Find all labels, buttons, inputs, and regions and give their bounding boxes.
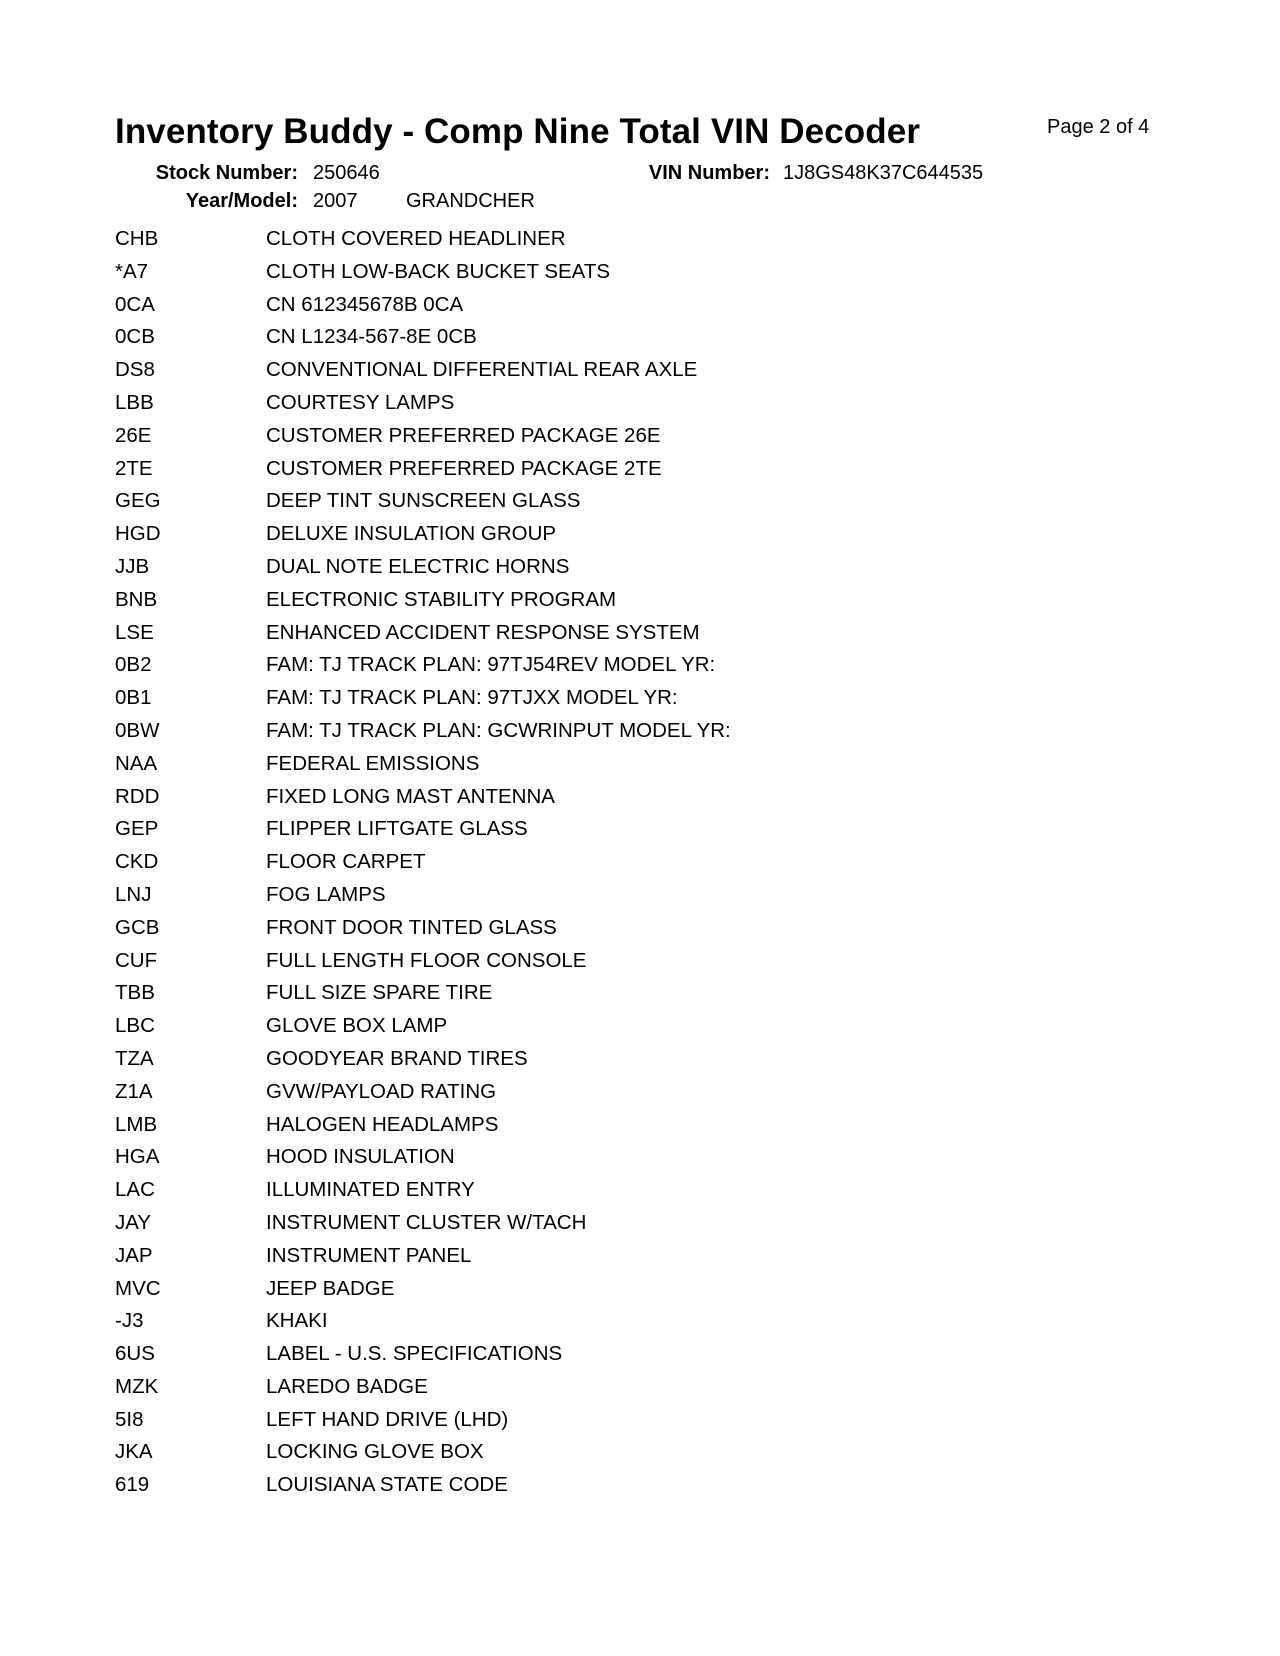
option-code: 0CA — [115, 292, 155, 316]
option-code: LMB — [115, 1112, 158, 1136]
option-code: DS8 — [115, 358, 155, 382]
list-item — [115, 719, 731, 752]
list-item — [115, 424, 731, 457]
option-description: FRONT DOOR TINTED GLASS — [266, 915, 557, 939]
option-description: LOCKING GLOVE BOX — [266, 1440, 484, 1464]
list-item — [115, 588, 731, 621]
option-description: FIXED LONG MAST ANTENNA — [266, 784, 555, 808]
option-description: INSTRUMENT CLUSTER W/TACH — [266, 1210, 587, 1234]
option-description: KHAKI — [266, 1309, 328, 1333]
option-description: FEDERAL EMISSIONS — [266, 751, 480, 775]
option-code: GCB — [115, 915, 160, 939]
list-item — [115, 325, 731, 358]
option-code: LNJ — [115, 882, 152, 906]
list-item — [115, 1014, 731, 1047]
option-code: RDD — [115, 784, 160, 808]
option-description: DUAL NOTE ELECTRIC HORNS — [266, 554, 570, 578]
list-item — [115, 227, 731, 260]
list-item — [115, 457, 731, 490]
list-item — [115, 653, 731, 686]
option-code: LAC — [115, 1178, 155, 1202]
option-description: DEEP TINT SUNSCREEN GLASS — [266, 489, 581, 513]
option-description: LOUISIANA STATE CODE — [266, 1473, 508, 1497]
list-item — [115, 1047, 731, 1080]
list-item — [115, 850, 731, 883]
list-item — [115, 555, 731, 588]
list-item — [115, 883, 731, 916]
option-code: MVC — [115, 1276, 161, 1300]
list-item — [115, 1342, 731, 1375]
option-description: GVW/PAYLOAD RATING — [266, 1079, 497, 1103]
option-code: 0B1 — [115, 686, 152, 710]
option-description: ILLUMINATED ENTRY — [266, 1178, 475, 1202]
list-item — [115, 949, 731, 982]
option-code: TZA — [115, 1046, 154, 1070]
option-description: FAM: TJ TRACK PLAN: GCWRINPUT MODEL YR: — [266, 718, 731, 742]
option-description: HALOGEN HEADLAMPS — [266, 1112, 499, 1136]
option-code: -J3 — [115, 1309, 144, 1333]
option-description: FAM: TJ TRACK PLAN: 97TJ54REV MODEL YR: — [266, 653, 716, 677]
option-description: CLOTH LOW-BACK BUCKET SEATS — [266, 259, 611, 283]
list-item — [115, 752, 731, 785]
vin-number-label: VIN Number: — [648, 162, 770, 184]
option-code: JAY — [115, 1210, 152, 1234]
option-description: LAREDO BADGE — [266, 1374, 428, 1398]
list-item — [115, 1277, 731, 1310]
option-code: GEP — [115, 817, 159, 841]
option-code: CKD — [115, 850, 159, 874]
list-item — [115, 1408, 731, 1441]
option-description: FLOOR CARPET — [266, 850, 426, 874]
option-code: JAP — [115, 1243, 153, 1267]
option-code: LBB — [115, 390, 154, 414]
list-item — [115, 1145, 731, 1178]
list-item — [115, 1211, 731, 1244]
option-code-list — [115, 227, 731, 1506]
option-description: CN L1234-567-8E 0CB — [266, 325, 477, 349]
option-description: DELUXE INSULATION GROUP — [266, 522, 557, 546]
option-code: CUF — [115, 948, 158, 972]
option-code: HGD — [115, 522, 161, 546]
option-description: COURTESY LAMPS — [266, 390, 455, 414]
option-code: CHB — [115, 227, 159, 250]
list-item — [115, 293, 731, 326]
option-description: FULL SIZE SPARE TIRE — [266, 981, 493, 1005]
page-indicator: Page 2 of 4 — [1047, 116, 1150, 138]
option-description: ENHANCED ACCIDENT RESPONSE SYSTEM — [266, 620, 700, 644]
option-description: CONVENTIONAL DIFFERENTIAL REAR AXLE — [266, 358, 698, 382]
option-code: 0CB — [115, 325, 155, 349]
option-code: 2TE — [115, 456, 153, 480]
option-code: TBB — [115, 981, 155, 1005]
option-description: CUSTOMER PREFERRED PACKAGE 2TE — [266, 456, 662, 480]
list-item — [115, 981, 731, 1014]
option-code: 6US — [115, 1342, 155, 1366]
option-description: FAM: TJ TRACK PLAN: 97TJXX MODEL YR: — [266, 686, 678, 710]
list-item — [115, 686, 731, 719]
list-item — [115, 621, 731, 654]
list-item — [115, 1178, 731, 1211]
list-item — [115, 1440, 731, 1473]
option-description: FULL LENGTH FLOOR CONSOLE — [266, 948, 587, 972]
list-item — [115, 1473, 731, 1506]
option-code: 5I8 — [115, 1407, 144, 1431]
option-description: GOODYEAR BRAND TIRES — [266, 1046, 528, 1070]
list-item — [115, 916, 731, 949]
option-description: JEEP BADGE — [266, 1276, 395, 1300]
list-item — [115, 785, 731, 818]
option-code: LSE — [115, 620, 154, 644]
option-code: LBC — [115, 1014, 155, 1038]
list-item — [115, 1375, 731, 1408]
option-description: ELECTRONIC STABILITY PROGRAM — [266, 587, 617, 611]
option-description: GLOVE BOX LAMP — [266, 1014, 448, 1038]
option-code: 619 — [115, 1473, 150, 1497]
option-code: MZK — [115, 1374, 159, 1398]
year-model-label: Year/Model: — [185, 190, 298, 212]
option-description: FLIPPER LIFTGATE GLASS — [266, 817, 528, 841]
option-code: HGA — [115, 1145, 160, 1169]
stock-number-label: Stock Number: — [155, 162, 298, 184]
list-item — [115, 489, 731, 522]
option-code: *A7 — [115, 259, 149, 283]
option-code: JJB — [115, 554, 150, 578]
page-title: Inventory Buddy - Comp Nine Total VIN Decoder — [115, 112, 921, 151]
option-code: NAA — [115, 751, 158, 775]
stock-number-value: 250646 — [313, 162, 380, 184]
option-code: Z1A — [115, 1079, 153, 1103]
year-value: 2007 — [313, 190, 358, 212]
list-item — [115, 522, 731, 555]
option-code: 0BW — [115, 718, 160, 742]
option-description: CN 612345678B 0CA — [266, 292, 464, 316]
list-item — [115, 1113, 731, 1146]
option-description: CLOTH COVERED HEADLINER — [266, 227, 566, 250]
option-description: FOG LAMPS — [266, 882, 386, 906]
option-description: HOOD INSULATION — [266, 1145, 455, 1169]
option-description: LEFT HAND DRIVE (LHD) — [266, 1407, 509, 1431]
list-item — [115, 817, 731, 850]
list-item — [115, 260, 731, 293]
vin-number-value: 1J8GS48K37C644535 — [783, 162, 984, 184]
model-value: GRANDCHER — [406, 190, 535, 212]
option-code: 26E — [115, 423, 152, 447]
list-item — [115, 1080, 731, 1113]
list-item — [115, 1309, 731, 1342]
list-item — [115, 391, 731, 424]
option-description: LABEL - U.S. SPECIFICATIONS — [266, 1342, 563, 1366]
option-code: 0B2 — [115, 653, 152, 677]
option-description: INSTRUMENT PANEL — [266, 1243, 472, 1267]
option-code: GEG — [115, 489, 161, 513]
option-description: CUSTOMER PREFERRED PACKAGE 26E — [266, 423, 661, 447]
option-code: JKA — [115, 1440, 153, 1464]
option-code: BNB — [115, 587, 158, 611]
list-item — [115, 358, 731, 391]
list-item — [115, 1244, 731, 1277]
